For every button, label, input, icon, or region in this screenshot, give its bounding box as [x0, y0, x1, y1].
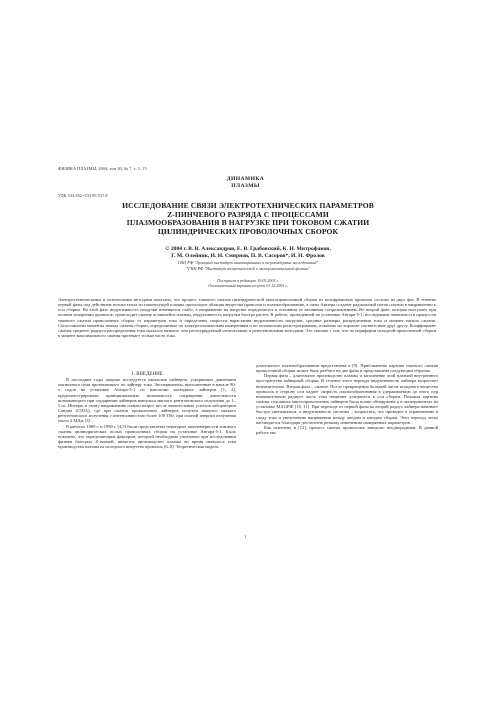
left-paragraph-1: В последние годы широко исследуется имплозия лайнеров, ускоряемых давлением магнитного поля протекающего по лайнеру тока. Эксперименты, выполненные в начале 90-х годов на установке Ангара-5-1 по имплозии каскадных лайнеров [1, 2], продемонстрировали принципиальную возможность сокращения длительности возникающего при соударении лайнеров импульса мягкого рентгеновского излучения до 1–5 нс. Интерес к этому направлению сильно возрос после значительных успехов лаборатории Сандиа (США), где при сжатии проволочных лайнеров получен импульс мягкого рентгеновского излучения с интенсивностью более 100 ТВт, при полной энергии излучения около 2 МДж [3].: [58, 377, 236, 424]
right-paragraph-3: Как отмечено в [12], процесс сжатия проволочек заведомо неоднородным. В данной работе мы: [256, 424, 438, 436]
rubric-title-line2: ПЛАЗМЫ: [231, 183, 260, 189]
authors-line-2: Г. М. Олейник, И. Н. Смирнов, П. В. Сасоров*, И. Н. Фролов: [171, 252, 325, 259]
affiliation-line-2: *ГНЦ РФ "Институт теоретической и экспериментальной физики": [186, 265, 310, 271]
left-column: [58, 372, 236, 449]
affiliation-line-1: ГНЦ РФ "Троицкий институт инновационных и термоядерных исследований": [177, 260, 319, 265]
authors-line-1: © 2004 г. В. В. Александров, Е. В. Грабовский, К. Н. Митрофанов,: [165, 246, 331, 252]
journal-header: ФИЗИКА ПЛАЗМЫ, 2004, том 30, № 7, с. 1–15: [58, 166, 147, 171]
page-number: 1: [244, 534, 247, 539]
received-line-1: Поступила в редакцию 19.05.2003 г.: [217, 278, 279, 283]
received-dates: [58, 278, 438, 288]
title-line-3: ПЛАЗМООБРАЗОВАНИЯ В НАГРУЗКЕ ПРИ ТОКОВОМ СЖАТИИ: [126, 218, 370, 228]
authors: [58, 246, 438, 259]
right-paragraph-2: Первая фаза – длительное производство плазмы и заполнение этой плазмой внутреннего пространства лайнерной сборки. В течение этого периода индуктивность лайнера возрастает незначительно. Вторая фаза – сжатие. После прекращения большей части исходного вещества проволок в сторону оси падает скорость плазмообразования в удерживаемом до этого пор нижачательном радиусе часть тока начинает ускоряться к оси сборки. Похожая картина сжатия сплошных многопроволочных лайнеров была позже обнаружена и в экспериментах на установке MAGPIE [10, 11]. При переходе от первой фазы ко второй радиус лайнера начинает быстро уменьшаться, а индуктивность системы – возрастать, что приводит в ограничению в сходу тока и увеличению напряжения между анодом и катодом сборки. Этот переход легко наблюдается благодаря достаточно резкому изменению измеряемых параметров.: [256, 373, 438, 425]
section-heading-introduction: 1. ВВЕДЕНИЕ: [131, 372, 163, 377]
received-line-2: Окончательный вариант получен 01.12.2003 г.: [208, 283, 288, 288]
rubric-title-line1: ДИНАМИКА: [226, 176, 265, 182]
affiliations: [58, 260, 438, 271]
paper-title: [66, 202, 430, 237]
udk-code: УДК 533.952+533.95:537.8: [58, 193, 108, 198]
title-line-4: ЦИЛИНДРИЧЕСКИХ ПРОВОЛОЧНЫХ СБОРОК: [157, 227, 339, 237]
title-line-1: ИССЛЕДОВАНИЕ СВЯЗИ ЭЛЕКТРОТЕХНИЧЕСКИХ ПАРАМЕТРОВ: [122, 201, 374, 210]
right-paragraph-1: длительного плазмообразования представлена в [9]. Приближенно картина токового сжатия проволочной сборки может быть разбита на две фазы и представлена следующим образом.: [256, 363, 438, 374]
abstract: Электротехническими и оптическими методами показано, что процесс токового сжатия цилиндрической многопроволочной сборки из вольфрамовых проволок состоит из двух фаз. В течение первой фазы под действием потока тепла из токонесущей плазмы происходит абляция вещества проволок и плазмообразование, а силы Ампера создают радиальный поток плазмы в направлении к оси сборки. На этой фазе индуктивность нагрузки изменяется слабо, а напряжение на нагрузке определяется в основном ее активным сопротивлением. Во второй фазе, которая наступает при полном испарении проволок, происходит сжатие оставшейся плазмы, индуктивность нагрузки быстро растет. В работе, проведенной на установке Ангара-5-1, исследованы зависимости процессов токового сжатия проволочных сборок от параметров тока и определены скорости нарастания индуктивности нагрузки, средние размеры распределения тока и момент начала сжатия. Сопоставлены моменты начала сжатия сборки, определяемые по электротехническим измерениям и по оптическим регистрограммам, показано их хорошее соответствие друг другу. Коэффициент сжатия среднего радиуса распределения тока оказался меньше, чем регистрируемый оптическими и рентгеновскими методами. Это связано с тем, что на периферии исходной проволочной сборки в момент максимального сжатия протекает только часть тока.: [58, 297, 436, 339]
left-paragraph-2: В работах 1989 г. и 1990 г. [4,5] были представлены некоторые закономерности токового сжатия цилиндрических полых проволочных сборок на установке Ангара-5-1. Было показано, что определяющим фактором, который необходимо учитывать при исследовании физики быстрых Z-пинчей, является производство плазмы во время импульса тока производства плазмы из исходного вещества проволок [6–8]. Теоретическая модель: [58, 423, 236, 450]
right-column: [256, 363, 438, 435]
title-line-2: Z-ПИНЧЕВОГО РАЗРЯДА С ПРОЦЕССАМИ: [167, 209, 329, 219]
